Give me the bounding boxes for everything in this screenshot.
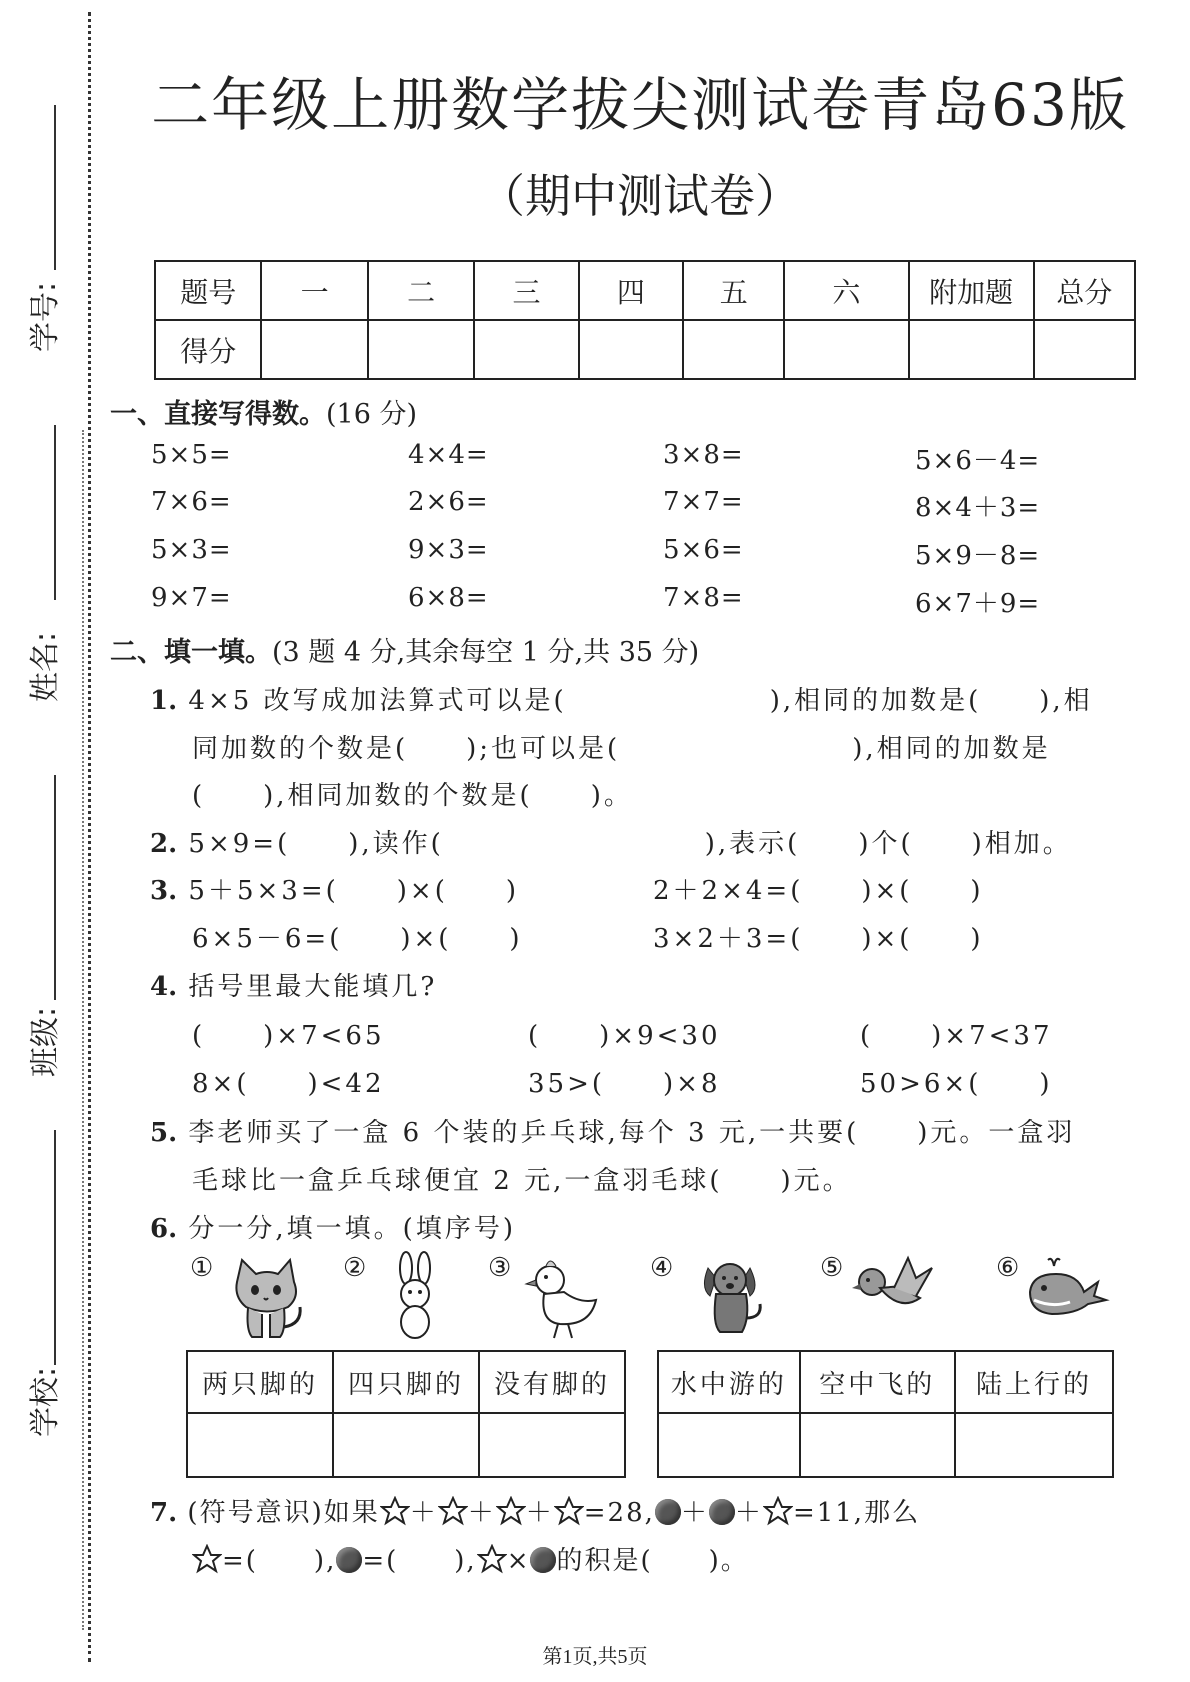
animal-mark: ③ <box>488 1253 512 1283</box>
question-1-line-2[interactable]: 同加数的个数是( );也可以是( ),相同的加数是 <box>192 734 1051 764</box>
section-2-title: 二、填一填。 <box>110 637 272 668</box>
question-1-line-1[interactable]: 4×5 改写成加法算式可以是( ),相同的加数是( ),相 <box>188 686 1093 716</box>
score-cell[interactable] <box>1034 320 1135 379</box>
question-4 <box>150 966 437 1003</box>
calc-item[interactable]: 5×6－4= <box>915 446 1041 476</box>
class-label: 班级: <box>28 1006 63 1077</box>
calc-item[interactable]: 9×3= <box>408 535 489 565</box>
table-header-cell: 四只脚的 <box>333 1351 479 1413</box>
question-5-line-1[interactable]: 李老师买了一盒 6 个装的乒乓球,每个 3 元,一共要( )元。一盒羽 <box>188 1118 1076 1148</box>
table-header-cell: 没有脚的 <box>479 1351 625 1413</box>
question-4-item[interactable]: ( )×7<37 <box>860 1021 1053 1051</box>
question-4-item[interactable]: 8×( )<42 <box>192 1069 385 1099</box>
score-header-cell: 二 <box>368 261 474 320</box>
question-number: 7. <box>150 1498 178 1528</box>
question-3-item[interactable]: 6×5－6=( )×( ) <box>192 924 523 954</box>
score-table <box>154 260 1136 380</box>
star-icon <box>438 1496 468 1526</box>
section-2-heading <box>110 630 699 669</box>
score-cell[interactable] <box>784 320 908 379</box>
score-header-cell: 三 <box>474 261 578 320</box>
bird-icon <box>850 1252 940 1342</box>
question-6 <box>150 1208 516 1245</box>
name-label: 姓名: <box>28 631 63 702</box>
score-cell[interactable] <box>683 320 784 379</box>
question-number: 5. <box>150 1118 178 1148</box>
cat-icon <box>222 1252 312 1342</box>
question-7-product-answer[interactable]: 的积是( )。 <box>556 1546 749 1576</box>
question-7-circle-answer[interactable]: =( ), <box>362 1546 477 1576</box>
classification-table-feet <box>186 1350 626 1478</box>
score-header-cell: 一 <box>261 261 367 320</box>
star-icon <box>477 1544 507 1574</box>
question-number: 1. <box>150 686 178 716</box>
student-id-write-line[interactable] <box>54 105 56 270</box>
section-1-points: (16 分) <box>326 399 418 430</box>
answer-cell[interactable] <box>800 1413 955 1477</box>
question-4-text: 括号里最大能填几? <box>188 972 438 1002</box>
question-2-text[interactable]: 5×9=( ),读作( ),表示( )个( )相加。 <box>188 829 1072 859</box>
question-3-item[interactable]: 3×2＋3=( )×( ) <box>653 924 984 954</box>
question-7-eq2-tail: =11,那么 <box>792 1498 921 1528</box>
section-1-title: 一、直接写得数。 <box>110 399 326 430</box>
question-4-item[interactable]: 35>( )×8 <box>528 1069 721 1099</box>
question-7-eq1-tail: =28, <box>583 1498 655 1528</box>
school-label: 学校: <box>28 1366 63 1437</box>
question-3-item[interactable]: 5＋5×3=( )×( ) <box>188 876 519 906</box>
calc-item[interactable]: 7×7= <box>663 487 744 517</box>
question-1-line-3[interactable]: ( ),相同加数的个数是( )。 <box>192 781 633 811</box>
section-1-heading <box>110 392 417 431</box>
score-header-cell: 附加题 <box>909 261 1034 320</box>
star-icon <box>554 1496 584 1526</box>
dog-icon <box>690 1248 780 1338</box>
calc-item[interactable]: 6×7＋9= <box>915 589 1041 619</box>
question-4-item[interactable]: ( )×7<65 <box>192 1021 385 1051</box>
table-row <box>658 1351 1113 1413</box>
calc-item[interactable]: 2×6= <box>408 487 489 517</box>
whale-icon <box>1022 1252 1112 1342</box>
score-header-cell: 总分 <box>1034 261 1135 320</box>
question-7-prefix: (符号意识)如果 <box>187 1498 380 1528</box>
calc-item[interactable]: 8×4＋3= <box>915 493 1041 523</box>
name-write-line[interactable] <box>54 425 56 600</box>
score-row-label: 得分 <box>155 320 261 379</box>
binding-dotted-line-inner <box>82 430 84 1630</box>
score-header-cell: 五 <box>683 261 784 320</box>
question-3 <box>150 870 519 907</box>
star-icon <box>496 1496 526 1526</box>
score-header-cell: 四 <box>579 261 683 320</box>
question-7: 7. (符号意识)如果 ＋ ＋ ＋ =28, ＋ ＋ =11,那么 <box>150 1498 921 1528</box>
star-icon <box>763 1496 793 1526</box>
answer-cell[interactable] <box>479 1413 625 1477</box>
question-number: 6. <box>150 1214 178 1244</box>
classification-table-habitat <box>657 1350 1114 1478</box>
question-3-item[interactable]: 2＋2×4=( )×( ) <box>653 876 984 906</box>
page-title: 二年级上册数学拔尖测试卷青岛63版 <box>151 71 1129 139</box>
circle-symbol-icon <box>655 1499 681 1525</box>
chick-icon <box>520 1252 610 1342</box>
table-row <box>658 1413 1113 1477</box>
calc-item[interactable]: 6×8= <box>408 583 489 613</box>
animal-mark: ① <box>190 1253 214 1283</box>
calc-item[interactable]: 5×6= <box>663 535 744 565</box>
animal-mark: ④ <box>650 1253 674 1283</box>
section-2-points: (3 题 4 分,其余每空 1 分,共 35 分) <box>272 637 700 668</box>
class-write-line[interactable] <box>54 775 56 1000</box>
question-4-item[interactable]: ( )×9<30 <box>528 1021 721 1051</box>
score-cell[interactable] <box>909 320 1034 379</box>
answer-cell[interactable] <box>658 1413 800 1477</box>
animal-mark: ② <box>343 1253 367 1283</box>
table-header-cell: 水中游的 <box>658 1351 800 1413</box>
score-cell[interactable] <box>368 320 474 379</box>
question-1 <box>150 680 1093 717</box>
score-header-cell: 六 <box>784 261 908 320</box>
school-write-line[interactable] <box>54 1130 56 1365</box>
animal-mark: ⑤ <box>820 1253 844 1283</box>
score-table-score-row <box>155 320 1135 379</box>
score-cell[interactable] <box>261 320 367 379</box>
table-row <box>187 1351 625 1413</box>
question-7-line-2: =( ), =( ), × 的积是( )。 <box>192 1540 749 1577</box>
question-4-item[interactable]: 50>6×( ) <box>860 1069 1053 1099</box>
calc-item[interactable]: 5×5= <box>151 440 232 470</box>
calc-item[interactable]: 5×3= <box>151 535 232 565</box>
question-7-star-answer[interactable]: =( ), <box>222 1546 337 1576</box>
question-number: 2. <box>150 829 178 859</box>
calc-item[interactable]: 3×8= <box>663 440 744 470</box>
page-subtitle: （期中测试卷） <box>479 169 801 223</box>
circle-symbol-icon <box>336 1547 362 1573</box>
table-header-cell: 空中飞的 <box>800 1351 955 1413</box>
question-2 <box>150 823 1072 860</box>
calc-item[interactable]: 4×4= <box>408 440 489 470</box>
calc-item[interactable]: 7×8= <box>663 583 744 613</box>
question-6-text: 分一分,填一填。(填序号) <box>188 1214 516 1244</box>
star-icon <box>380 1496 410 1526</box>
question-5 <box>150 1112 1075 1149</box>
answer-cell[interactable] <box>187 1413 333 1477</box>
question-number: 4. <box>150 972 178 1002</box>
question-number: 3. <box>150 876 178 906</box>
circle-symbol-icon <box>530 1547 556 1573</box>
page-footer: 第1页,共5页 <box>542 1646 648 1668</box>
answer-cell[interactable] <box>333 1413 479 1477</box>
answer-cell[interactable] <box>955 1413 1113 1477</box>
question-5-line-2[interactable]: 毛球比一盒乒乓球便宜 2 元,一盒羽毛球( )元。 <box>192 1166 852 1196</box>
calc-item[interactable]: 7×6= <box>151 487 232 517</box>
table-row <box>187 1413 625 1477</box>
score-cell[interactable] <box>474 320 578 379</box>
animal-mark: ⑥ <box>996 1253 1020 1283</box>
rabbit-icon <box>372 1250 462 1340</box>
binding-dotted-line <box>88 12 91 1662</box>
calc-item[interactable]: 9×7= <box>151 583 232 613</box>
score-header-cell: 题号 <box>155 261 261 320</box>
student-id-label: 学号: <box>28 281 63 352</box>
star-icon <box>192 1544 222 1574</box>
circle-symbol-icon <box>709 1499 735 1525</box>
score-table-header-row <box>155 261 1135 320</box>
calc-item[interactable]: 5×9－8= <box>915 541 1041 571</box>
table-header-cell: 陆上行的 <box>955 1351 1113 1413</box>
table-header-cell: 两只脚的 <box>187 1351 333 1413</box>
score-cell[interactable] <box>579 320 683 379</box>
